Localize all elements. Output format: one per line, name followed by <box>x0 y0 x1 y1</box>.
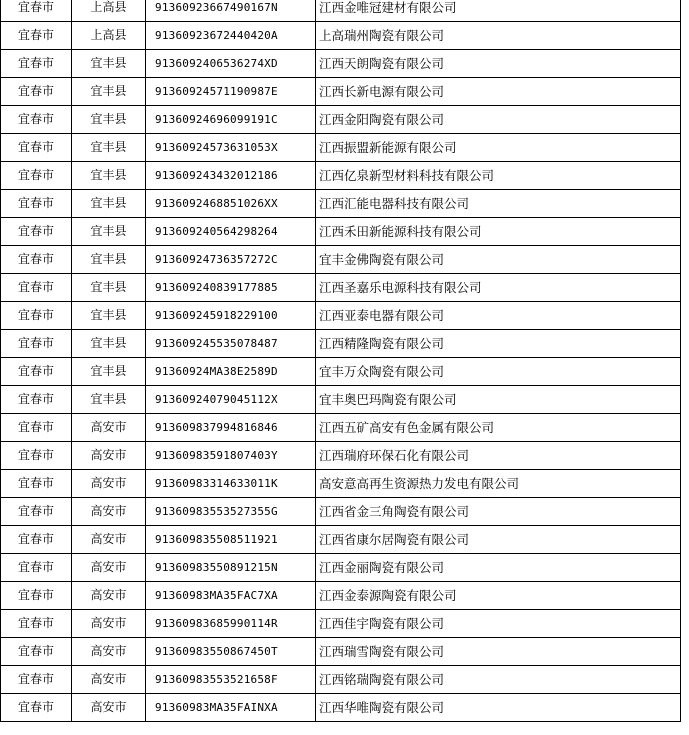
company-name-cell: 宜丰奥巴玛陶瓷有限公司 <box>316 386 681 414</box>
city-cell: 宜春市 <box>1 554 72 582</box>
credit-code-cell: 91360983553527355G <box>146 498 316 526</box>
credit-code-cell: 91360983591807403Y <box>146 442 316 470</box>
city-cell: 宜春市 <box>1 526 72 554</box>
city-cell: 宜春市 <box>1 638 72 666</box>
company-name-cell: 高安意高再生资源热力发电有限公司 <box>316 470 681 498</box>
table-row <box>1 470 681 498</box>
city-cell: 宜春市 <box>1 134 72 162</box>
company-name-cell: 宜丰万众陶瓷有限公司 <box>316 358 681 386</box>
credit-code-cell: 91360983MA35FAINXA <box>146 694 316 722</box>
table-row <box>1 190 681 218</box>
credit-code-cell: 91360924736357272C <box>146 246 316 274</box>
credit-code-cell: 9136092468851026XX <box>146 190 316 218</box>
credit-code-cell: 91360924MA38E2589D <box>146 358 316 386</box>
table-row <box>1 554 681 582</box>
table-row <box>1 526 681 554</box>
table-row <box>1 218 681 246</box>
credit-code-cell: 913609243432012186 <box>146 162 316 190</box>
table-row <box>1 694 681 722</box>
county-cell: 高安市 <box>72 610 146 638</box>
company-name-cell: 江西亿泉新型材料科技有限公司 <box>316 162 681 190</box>
county-cell: 宜丰县 <box>72 50 146 78</box>
table-row <box>1 0 681 22</box>
county-cell: 宜丰县 <box>72 134 146 162</box>
company-name-cell: 江西华唯陶瓷有限公司 <box>316 694 681 722</box>
table-row <box>1 610 681 638</box>
company-name-cell: 上高瑞州陶瓷有限公司 <box>316 22 681 50</box>
table-row <box>1 22 681 50</box>
city-cell: 宜春市 <box>1 246 72 274</box>
table-row <box>1 442 681 470</box>
credit-code-cell: 91360924079045112X <box>146 386 316 414</box>
credit-code-cell: 91360924573631053X <box>146 134 316 162</box>
county-cell: 高安市 <box>72 498 146 526</box>
credit-code-cell: 91360983685990114R <box>146 610 316 638</box>
company-name-cell: 江西亚泰电器有限公司 <box>316 302 681 330</box>
company-name-cell: 江西瑞府环保石化有限公司 <box>316 442 681 470</box>
company-name-cell: 江西佳宇陶瓷有限公司 <box>316 610 681 638</box>
county-cell: 高安市 <box>72 638 146 666</box>
county-cell: 宜丰县 <box>72 190 146 218</box>
company-name-cell: 江西金唯冠建材有限公司 <box>316 0 681 22</box>
city-cell: 宜春市 <box>1 78 72 106</box>
city-cell: 宜春市 <box>1 582 72 610</box>
city-cell: 宜春市 <box>1 22 72 50</box>
city-cell: 宜春市 <box>1 190 72 218</box>
county-cell: 高安市 <box>72 694 146 722</box>
company-name-cell: 江西圣嘉乐电源科技有限公司 <box>316 274 681 302</box>
table-row <box>1 50 681 78</box>
company-name-cell: 江西瑞雪陶瓷有限公司 <box>316 638 681 666</box>
city-cell: 宜春市 <box>1 218 72 246</box>
table-row <box>1 386 681 414</box>
city-cell: 宜春市 <box>1 442 72 470</box>
city-cell: 宜春市 <box>1 106 72 134</box>
table-row <box>1 358 681 386</box>
credit-code-cell: 91360983314633011K <box>146 470 316 498</box>
company-name-cell: 宜丰金佛陶瓷有限公司 <box>316 246 681 274</box>
city-cell: 宜春市 <box>1 302 72 330</box>
city-cell: 宜春市 <box>1 414 72 442</box>
company-name-cell: 江西省金三角陶瓷有限公司 <box>316 498 681 526</box>
city-cell: 宜春市 <box>1 330 72 358</box>
county-cell: 宜丰县 <box>72 218 146 246</box>
county-cell: 宜丰县 <box>72 330 146 358</box>
credit-code-cell: 91360983553521658F <box>146 666 316 694</box>
table-row <box>1 638 681 666</box>
company-name-cell: 江西五矿高安有色金属有限公司 <box>316 414 681 442</box>
credit-code-cell: 91360924571190987E <box>146 78 316 106</box>
table-row <box>1 246 681 274</box>
county-cell: 高安市 <box>72 414 146 442</box>
city-cell: 宜春市 <box>1 386 72 414</box>
table-row <box>1 582 681 610</box>
credit-code-cell: 913609837994816846 <box>146 414 316 442</box>
credit-code-cell: 913609240564298264 <box>146 218 316 246</box>
company-name-cell: 江西振盟新能源有限公司 <box>316 134 681 162</box>
city-cell: 宜春市 <box>1 498 72 526</box>
credit-code-cell: 913609240839177885 <box>146 274 316 302</box>
table-row <box>1 134 681 162</box>
county-cell: 宜丰县 <box>72 106 146 134</box>
table-row <box>1 330 681 358</box>
company-name-cell: 江西长新电源有限公司 <box>316 78 681 106</box>
company-name-cell: 江西天朗陶瓷有限公司 <box>316 50 681 78</box>
credit-code-cell: 913609245918229100 <box>146 302 316 330</box>
city-cell: 宜春市 <box>1 274 72 302</box>
county-cell: 宜丰县 <box>72 78 146 106</box>
county-cell: 宜丰县 <box>72 302 146 330</box>
county-cell: 宜丰县 <box>72 274 146 302</box>
county-cell: 高安市 <box>72 526 146 554</box>
county-cell: 高安市 <box>72 554 146 582</box>
county-cell: 高安市 <box>72 666 146 694</box>
city-cell: 宜春市 <box>1 162 72 190</box>
company-table-body <box>1 0 681 722</box>
credit-code-cell: 91360983550891215N <box>146 554 316 582</box>
credit-code-cell: 9136092406536274XD <box>146 50 316 78</box>
credit-code-cell: 91360983MA35FAC7XA <box>146 582 316 610</box>
credit-code-cell: 91360923667490167N <box>146 0 316 22</box>
city-cell: 宜春市 <box>1 358 72 386</box>
company-name-cell: 江西精隆陶瓷有限公司 <box>316 330 681 358</box>
credit-code-cell: 913609245535078487 <box>146 330 316 358</box>
city-cell: 宜春市 <box>1 610 72 638</box>
company-name-cell: 江西省康尔居陶瓷有限公司 <box>316 526 681 554</box>
company-name-cell: 江西汇能电器科技有限公司 <box>316 190 681 218</box>
company-name-cell: 江西禾田新能源科技有限公司 <box>316 218 681 246</box>
county-cell: 高安市 <box>72 582 146 610</box>
county-cell: 宜丰县 <box>72 246 146 274</box>
table-row <box>1 414 681 442</box>
table-row <box>1 498 681 526</box>
credit-code-cell: 913609835508511921 <box>146 526 316 554</box>
county-cell: 高安市 <box>72 470 146 498</box>
table-row <box>1 78 681 106</box>
table-row <box>1 162 681 190</box>
table-row <box>1 106 681 134</box>
table-row <box>1 274 681 302</box>
city-cell: 宜春市 <box>1 666 72 694</box>
city-cell: 宜春市 <box>1 470 72 498</box>
credit-code-cell: 91360924696099191C <box>146 106 316 134</box>
credit-code-cell: 91360923672440420A <box>146 22 316 50</box>
credit-code-cell: 91360983550867450T <box>146 638 316 666</box>
company-name-cell: 江西金泰源陶瓷有限公司 <box>316 582 681 610</box>
company-name-cell: 江西金丽陶瓷有限公司 <box>316 554 681 582</box>
company-name-cell: 江西铭瑞陶瓷有限公司 <box>316 666 681 694</box>
county-cell: 宜丰县 <box>72 358 146 386</box>
table-row <box>1 666 681 694</box>
company-name-cell: 江西金阳陶瓷有限公司 <box>316 106 681 134</box>
table-row <box>1 302 681 330</box>
county-cell: 宜丰县 <box>72 386 146 414</box>
city-cell: 宜春市 <box>1 50 72 78</box>
city-cell: 宜春市 <box>1 694 72 722</box>
county-cell: 上高县 <box>72 22 146 50</box>
county-cell: 高安市 <box>72 442 146 470</box>
county-cell: 宜丰县 <box>72 162 146 190</box>
city-cell: 宜春市 <box>1 0 72 22</box>
county-cell: 上高县 <box>72 0 146 22</box>
